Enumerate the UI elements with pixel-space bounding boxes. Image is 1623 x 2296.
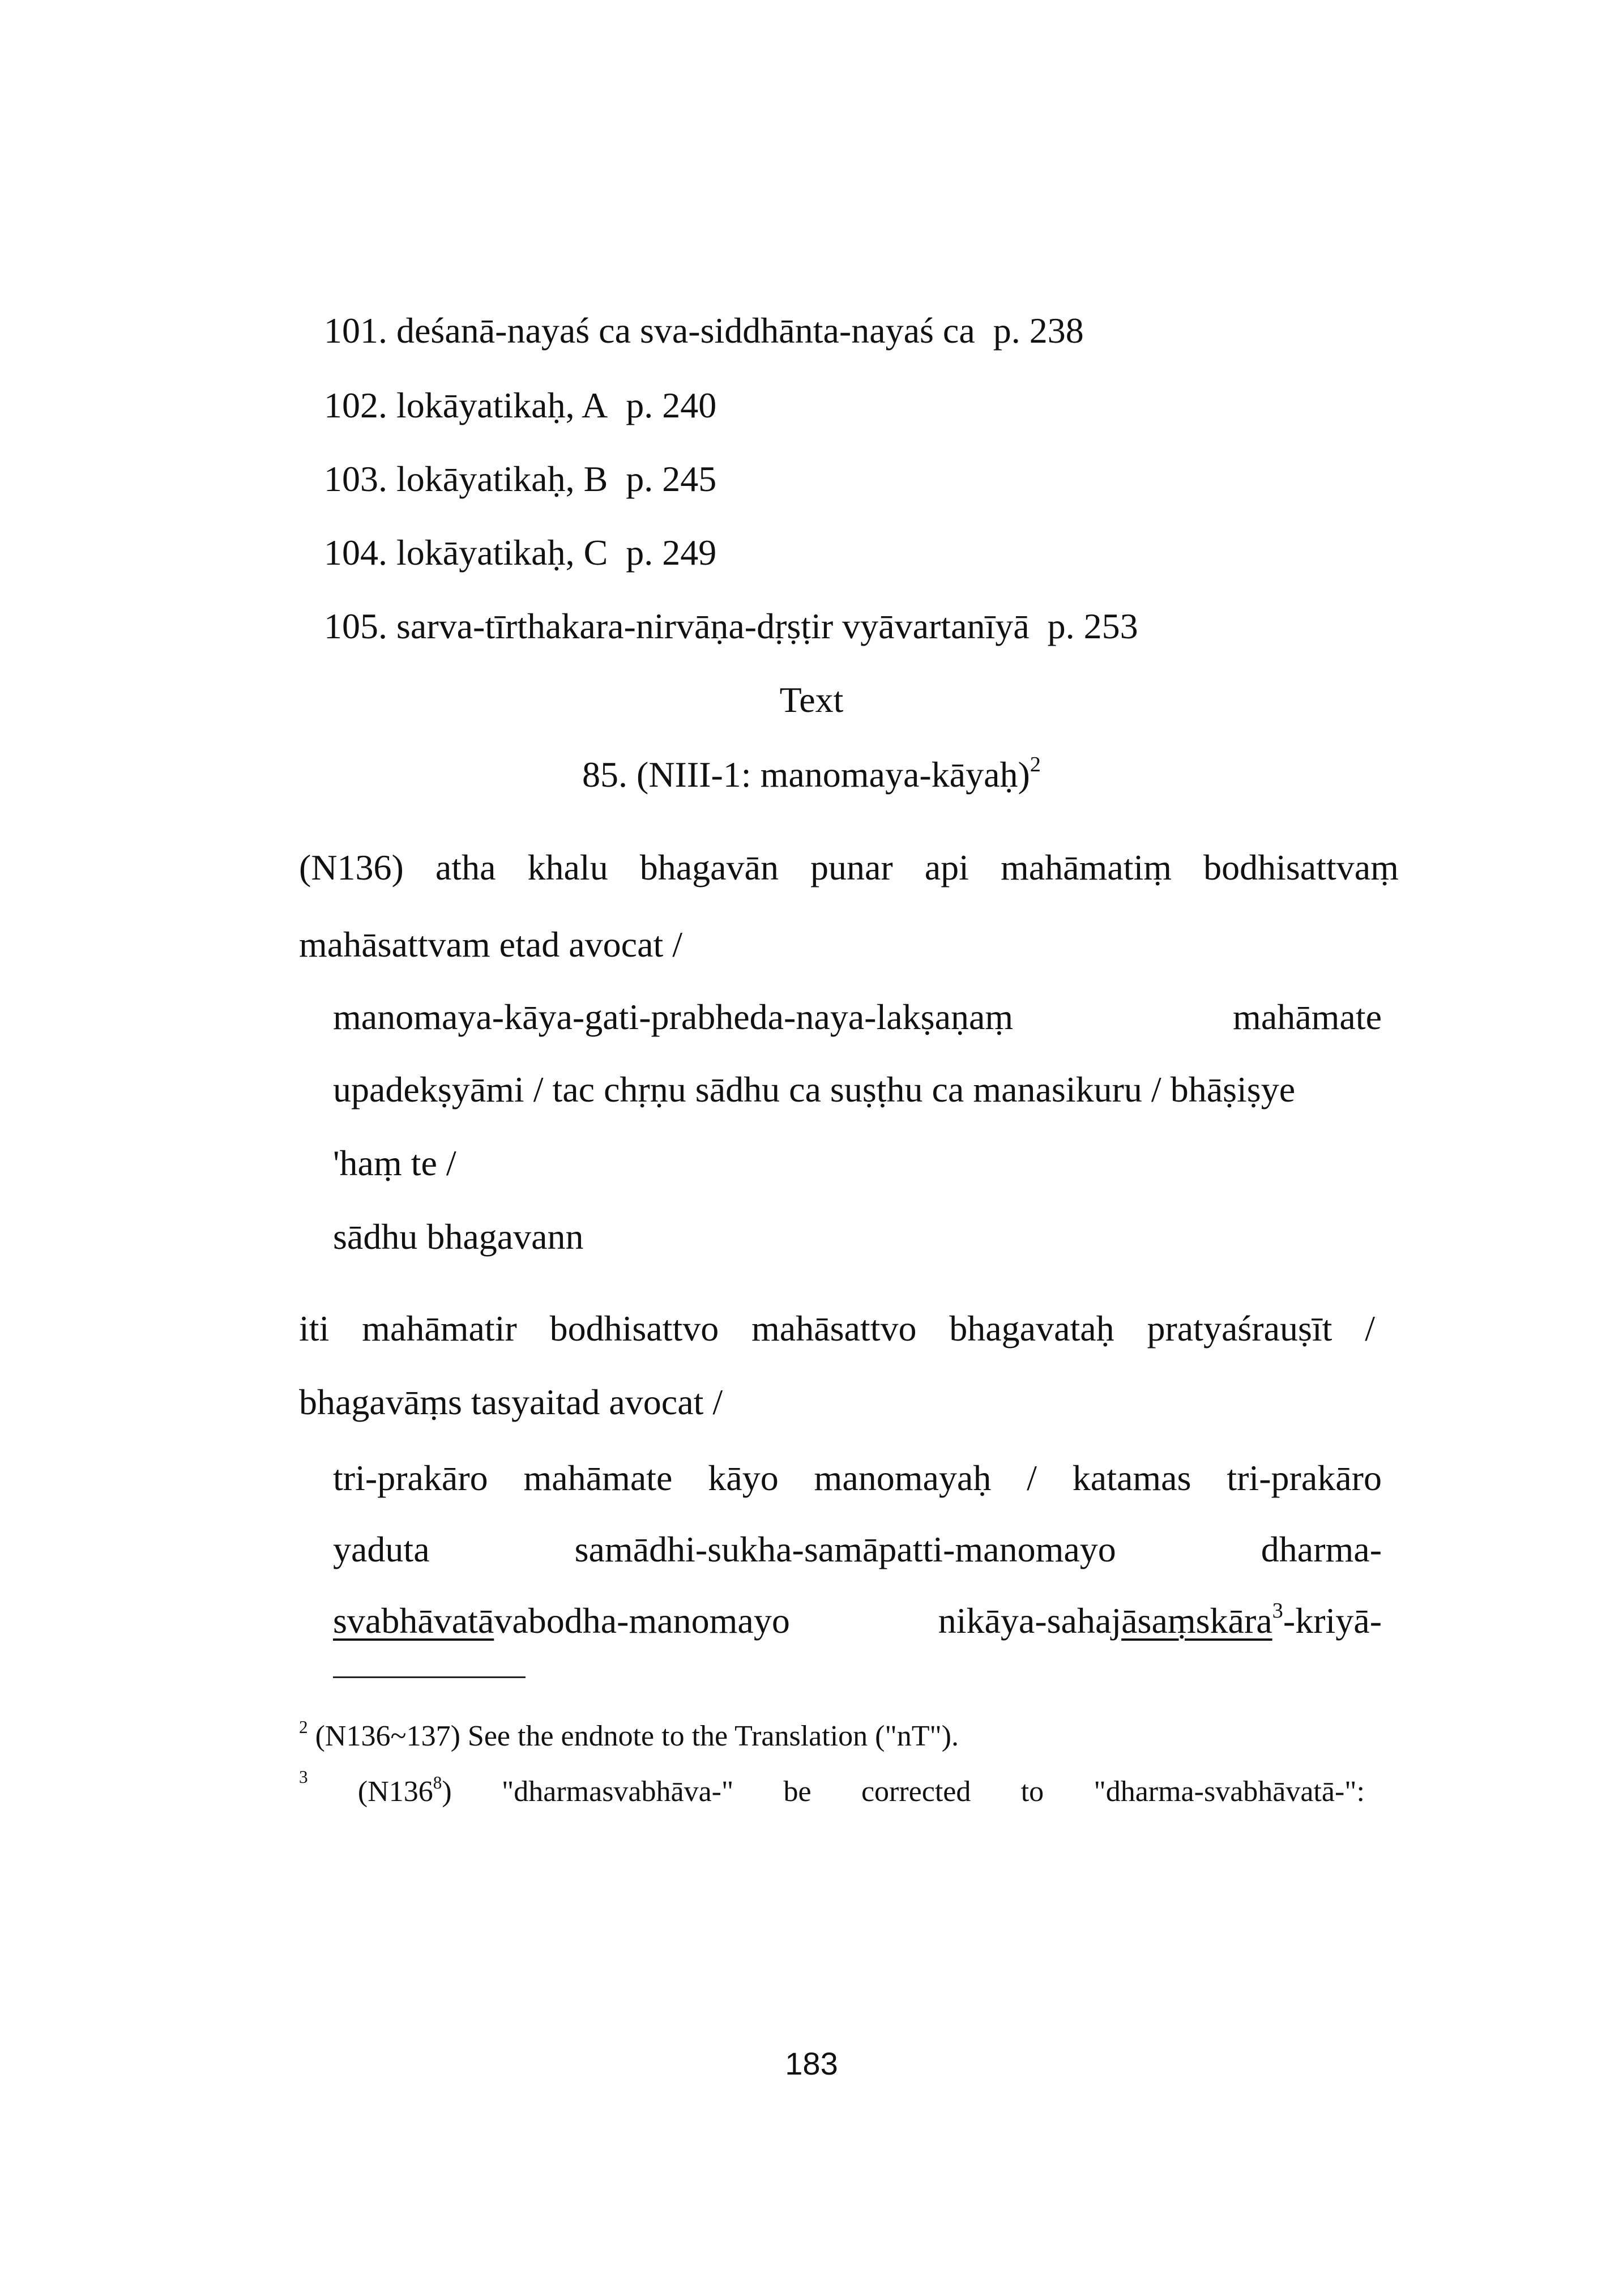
footnote-word <box>357 1773 452 1808</box>
paragraph-line: bhagavāṃs tasyaitad avocat / <box>299 1382 723 1422</box>
word: bodhisattvo <box>549 1308 719 1348</box>
word: tri-prakāro <box>333 1458 488 1498</box>
underlined-text: svabhāvatā <box>333 1601 494 1641</box>
word: kāyo <box>708 1458 779 1498</box>
word-part: vabodha-manomayo <box>494 1601 790 1641</box>
quote-line: upadekṣyāmi / tac chṛṇu sādhu ca suṣṭhu ca manasikuru / bhāṣiṣye <box>333 1069 1296 1109</box>
word: tri-prakāro <box>1227 1458 1382 1498</box>
word: / <box>1365 1308 1375 1348</box>
word: khalu <box>527 847 608 887</box>
footnote-word: to <box>1020 1776 1044 1808</box>
footnote <box>299 1767 1365 1808</box>
quote-line <box>333 1531 1382 1568</box>
toc-number: 104. <box>324 532 387 573</box>
toc-item <box>324 461 716 497</box>
toc-page: p. 253 <box>1047 606 1138 646</box>
toc-item <box>324 387 716 424</box>
footnote-word: "dharmasvabhāva-" <box>502 1776 734 1808</box>
word-group <box>938 1599 1382 1641</box>
word: samādhi-sukha-samāpatti-manomayo <box>574 1529 1116 1569</box>
text-heading: Text <box>779 680 844 720</box>
toc-item <box>324 608 1138 645</box>
footnote-mark: 2 <box>299 1717 308 1738</box>
word-group <box>333 1603 790 1639</box>
footnote-text: (N136~137) See the endnote to the Translation ("nT"). <box>315 1720 959 1752</box>
toc-page: p. 240 <box>626 385 717 425</box>
word: yaduta <box>333 1529 430 1569</box>
toc-page: p. 238 <box>993 310 1084 351</box>
footnote-word: corrected <box>861 1776 971 1808</box>
word: pratyaśrauṣīt <box>1147 1308 1332 1348</box>
footnote-ref-text: (N136 <box>357 1776 433 1808</box>
quote-line <box>333 999 1382 1035</box>
quote-line: sādhu bhagavann <box>333 1217 584 1257</box>
footnote-ref[interactable]: 3 <box>1272 1599 1283 1623</box>
word: manomaya-kāya-gati-prabheda-naya-lakṣaṇaṃ <box>333 997 1014 1037</box>
footnote-divider <box>333 1676 526 1678</box>
footnote <box>299 1717 959 1752</box>
footnote-ref[interactable]: 2 <box>1030 753 1041 777</box>
word: / <box>1027 1458 1037 1498</box>
word: punar <box>810 847 893 887</box>
section-heading-text: 85. (NIII-1: manomaya-kāyaḥ) <box>582 754 1030 795</box>
toc-number: 102. <box>324 385 387 425</box>
word: bodhisattvaṃ <box>1203 847 1399 887</box>
quote-line: 'haṃ te / <box>333 1143 456 1183</box>
word: atha <box>435 847 496 887</box>
word: bhagavān <box>639 847 779 887</box>
quote-line <box>333 1599 1382 1641</box>
toc-page: p. 245 <box>626 459 717 499</box>
paragraph-line: mahāsattvam etad avocat / <box>299 924 683 965</box>
word: mahāsattvo <box>751 1308 917 1348</box>
word: mahāmatir <box>362 1308 517 1348</box>
toc-item <box>324 532 717 573</box>
toc-title: lokāyatikaḥ, A <box>396 385 608 425</box>
toc-item <box>324 310 1084 351</box>
word: api <box>924 847 969 887</box>
toc-title: sarva-tīrthakara-nirvāṇa-dṛṣṭir vyāvartanīyā <box>396 606 1030 646</box>
underlined-text: āsaṃskāra <box>1121 1601 1272 1641</box>
footnote-word: be <box>783 1776 812 1808</box>
toc-title: lokāyatikaḥ, C <box>396 532 608 573</box>
toc-title: lokāyatikaḥ, B <box>396 459 608 499</box>
footnote-word: "dharma-svabhāvatā-": <box>1094 1776 1365 1808</box>
page-number: 183 <box>785 2046 838 2081</box>
word: mahāmate <box>1233 997 1382 1037</box>
section-heading <box>0 753 1623 795</box>
word-part: -kriyā- <box>1283 1601 1382 1641</box>
word: mahāmatiṃ <box>1000 847 1172 887</box>
footnote-mark: 3 <box>299 1767 308 1787</box>
toc-number: 101. <box>324 310 387 351</box>
quote-line <box>333 1460 1382 1496</box>
toc-page: p. 249 <box>626 532 717 573</box>
toc-number: 105. <box>324 606 387 646</box>
word: katamas <box>1072 1458 1191 1498</box>
word: dharma- <box>1261 1529 1382 1569</box>
paragraph-line <box>299 1308 1375 1348</box>
word: bhagavataḥ <box>949 1308 1114 1348</box>
word-part: nikāya-sahaj <box>938 1601 1122 1641</box>
footnote-ref-close: ) <box>442 1776 452 1808</box>
toc-number: 103. <box>324 459 387 499</box>
word: (N136) <box>299 847 404 887</box>
paragraph-line <box>299 847 1399 887</box>
footnote-sup: 8 <box>433 1773 442 1793</box>
word: mahāmate <box>523 1458 673 1498</box>
toc-title: deśanā-nayaś ca sva-siddhānta-nayaś ca <box>396 310 975 351</box>
word: manomayaḥ <box>814 1458 992 1498</box>
word: iti <box>299 1308 330 1348</box>
